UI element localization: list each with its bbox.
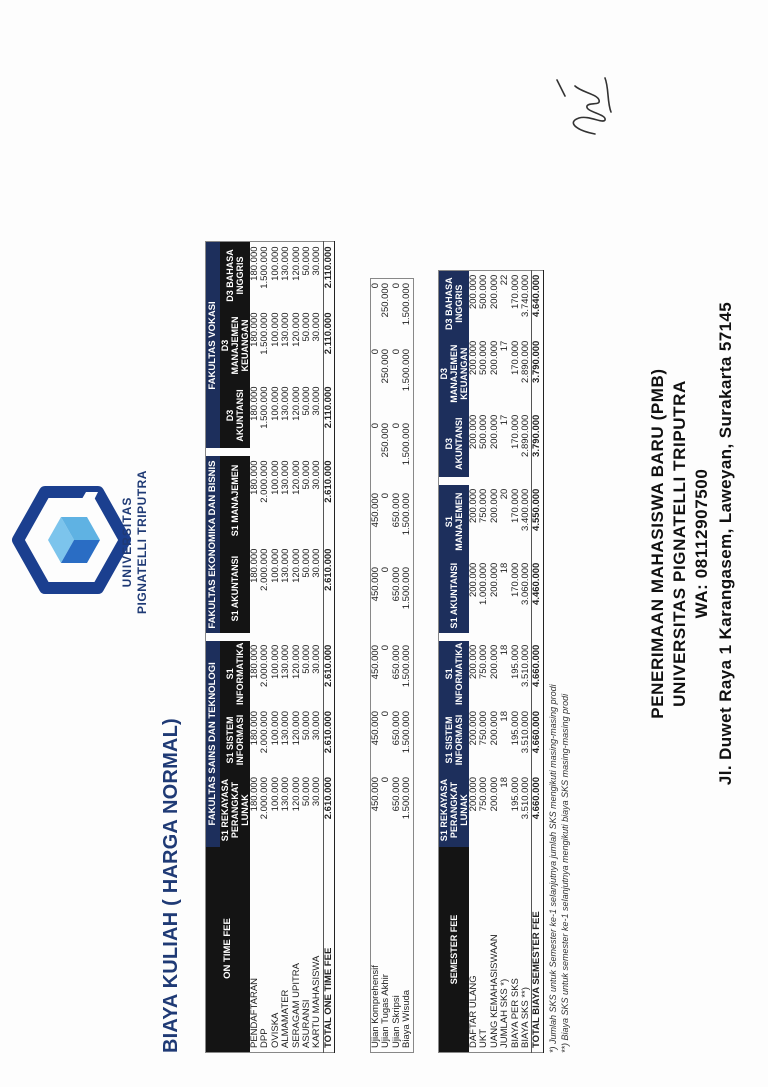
cell-value: 22 xyxy=(499,274,511,286)
program-header: S1 REKAYASA PERANGKAT LUNAK xyxy=(220,773,250,847)
cell-value: 2.110.000 xyxy=(323,242,334,309)
table-row xyxy=(371,279,382,1053)
cell-value: 200.000 xyxy=(488,414,500,450)
cell-value: 1.500.000 xyxy=(401,711,413,754)
cell-value: 30.000 xyxy=(311,460,323,490)
cell-value: 130.000 xyxy=(280,460,292,495)
row-label: UANG KEMAHASISWAAN xyxy=(488,934,500,1048)
cell-value: 2.000.000 xyxy=(259,460,271,503)
cell-value: 4.550.000 xyxy=(532,485,543,559)
cell-value: 4.660.000 xyxy=(532,707,543,773)
row-label: DPP xyxy=(259,1028,271,1048)
cell-value: 200.000 xyxy=(488,488,500,524)
cell-value: 1.500.000 xyxy=(259,246,271,289)
semester-fee-rows xyxy=(469,270,543,1052)
logo-name-line1: UNIVERSITAS xyxy=(120,496,134,588)
cell-value: 130.000 xyxy=(280,644,292,680)
program-header: D3 BAHASA INGGRIS xyxy=(220,242,250,309)
row-label: Ujian Tugas Akhir xyxy=(380,974,392,1048)
table-row xyxy=(521,270,532,1052)
cell-value: 195.000 xyxy=(509,777,521,812)
cell-value: 500.000 xyxy=(478,414,490,450)
cell-value: 650.000 xyxy=(390,493,402,528)
cell-value: 120.000 xyxy=(290,246,302,281)
cell-value: 50.000 xyxy=(301,246,313,276)
cell-value: 17 xyxy=(499,340,511,352)
cell-value: 1.500.000 xyxy=(401,567,413,610)
cell-value: 120.000 xyxy=(290,711,302,746)
semester-fee-header: SEMESTER FEE xyxy=(439,847,470,1053)
program-header: S1 SISTEM INFORMASI xyxy=(439,707,470,773)
faculty-sains-header: FAKULTAS SAINS DAN TEKNOLOGI xyxy=(206,641,221,847)
cell-value: 200.000 xyxy=(488,711,500,746)
cell-value: 30.000 xyxy=(311,548,323,578)
cell-value: 3.510.000 xyxy=(520,711,532,754)
cell-value: 3.790.000 xyxy=(532,411,543,477)
cell-value: 50.000 xyxy=(301,777,313,807)
cell-value: 100.000 xyxy=(269,246,281,281)
cell-value: 0 xyxy=(370,349,381,355)
cell-value: 1.500.000 xyxy=(401,645,413,688)
cell-value: 4.660.000 xyxy=(532,773,543,847)
cell-value: 650.000 xyxy=(390,711,402,746)
row-label: PENDAFTARAN xyxy=(249,977,260,1048)
cell-value: 450.000 xyxy=(370,567,381,602)
cell-value: 1.500.000 xyxy=(401,493,413,536)
row-label: ALMAMATER xyxy=(280,989,292,1048)
cell-value: 0 xyxy=(380,711,392,717)
cell-value: 18 xyxy=(499,644,511,656)
cell-value: 3.790.000 xyxy=(532,337,543,411)
cell-value: 18 xyxy=(499,711,511,722)
cell-value: 130.000 xyxy=(280,246,292,281)
cell-value: 250.000 xyxy=(380,349,392,384)
cell-value: 18 xyxy=(499,777,511,788)
cell-value: 180.000 xyxy=(249,312,260,347)
cell-value: 200.000 xyxy=(488,562,500,598)
cell-value: 50.000 xyxy=(301,386,313,416)
cell-value: 200.000 xyxy=(468,562,479,598)
page-title: BIAYA KULIAH ( HARGA NORMAL) xyxy=(160,718,182,1053)
cell-value: 500.000 xyxy=(478,340,490,376)
faculty-vokasi-header: FAKULTAS VOKASI xyxy=(206,242,221,449)
cell-value: 180.000 xyxy=(249,246,260,281)
row-label: TOTAL ONE TIME FEE xyxy=(323,847,334,1053)
cell-value: 1.500.000 xyxy=(401,777,413,820)
cell-value: 120.000 xyxy=(290,386,302,421)
cell-value: 3.060.000 xyxy=(520,562,532,605)
cell-value: 50.000 xyxy=(301,548,313,578)
cell-value: 50.000 xyxy=(301,644,313,674)
cell-value: 250.000 xyxy=(380,423,392,458)
cell-value: 3.400.000 xyxy=(520,488,532,531)
cell-value: 0 xyxy=(390,423,402,429)
cell-value: 130.000 xyxy=(280,386,292,421)
cell-value: 17 xyxy=(499,414,511,426)
cell-value: 100.000 xyxy=(269,460,281,495)
cell-value: 2.610.000 xyxy=(323,641,334,707)
cell-value: 195.000 xyxy=(509,711,521,746)
cell-value: 0 xyxy=(390,283,402,289)
footnote-sks-cost: **) Biaya SKS untuk semester ke-1 selanjutnya mengikuti biaya SKS masing-masing prodi xyxy=(560,693,570,1053)
cell-value: 200.000 xyxy=(488,274,500,310)
cell-value: 200.000 xyxy=(468,414,479,450)
cell-value: 200.000 xyxy=(468,777,479,812)
pmb-title: PENERIMAAN MAHASISWA BARU (PMB) xyxy=(648,368,667,719)
cell-value: 180.000 xyxy=(249,777,260,812)
cell-value: 0 xyxy=(370,283,381,289)
program-header: S1 MANAJEMEN xyxy=(439,485,470,559)
row-label: UKT xyxy=(478,1029,490,1048)
cell-value: 250.000 xyxy=(380,283,392,318)
cell-value: 750.000 xyxy=(478,711,490,746)
table-row xyxy=(490,270,500,1052)
cell-value: 750.000 xyxy=(478,644,490,680)
cell-value: 200.000 xyxy=(488,777,500,812)
cell-value: 3.510.000 xyxy=(520,777,532,820)
row-label: KARTU MAHASISWA xyxy=(311,955,323,1048)
footnote-sks-count: *) Jumlah SKS untuk Semester ke-1 selanjutnya jumlah SKS mengikuti masing-masing prodi xyxy=(548,684,558,1053)
cell-value: 170.000 xyxy=(509,274,521,310)
cell-value: 30.000 xyxy=(311,386,323,416)
cell-value: 450.000 xyxy=(370,711,381,746)
cell-value: 170.000 xyxy=(509,340,521,376)
one-time-fee-rows xyxy=(250,242,335,1053)
cell-value: 180.000 xyxy=(249,548,260,583)
cell-value: 1.500.000 xyxy=(401,283,413,326)
one-time-fee-table xyxy=(205,241,335,1053)
cell-value: 200.000 xyxy=(468,274,479,310)
cell-value: 30.000 xyxy=(311,711,323,741)
cell-value: 30.000 xyxy=(311,246,323,276)
whatsapp-number: WA: 08112907500 xyxy=(692,468,711,619)
program-header: S1 INFORMATIKA xyxy=(439,641,470,707)
cell-value: 0 xyxy=(380,777,392,783)
program-header: S1 AKUNTANSI xyxy=(439,559,470,633)
row-label: TOTAL BIAYA SEMESTER FEE xyxy=(532,847,543,1053)
program-header: D3 BAHASA INGGRIS xyxy=(439,270,470,337)
cell-value: 2.000.000 xyxy=(259,777,271,820)
row-label: Biaya Wisuda xyxy=(401,989,413,1048)
program-header: S1 SISTEM INFORMASI xyxy=(220,707,250,773)
university-name: UNIVERSITAS PIGNATELLI TRIPUTRA xyxy=(670,380,689,707)
cell-value: 120.000 xyxy=(290,460,302,495)
cell-value: 2.110.000 xyxy=(323,382,334,448)
total-row xyxy=(532,270,543,1052)
cell-value: 3.740.000 xyxy=(520,274,532,317)
cell-value: 0 xyxy=(380,567,392,573)
cell-value: 0 xyxy=(380,493,392,499)
cell-value: 30.000 xyxy=(311,777,323,807)
cell-value: 130.000 xyxy=(280,548,292,583)
cell-value: 650.000 xyxy=(390,777,402,812)
cell-value: 450.000 xyxy=(370,645,381,680)
cell-value: 3.510.000 xyxy=(520,644,532,687)
cell-value: 2.110.000 xyxy=(323,308,334,382)
cell-value: 200.000 xyxy=(488,340,500,376)
cell-value: 2.890.000 xyxy=(520,340,532,383)
cell-value: 18 xyxy=(499,562,511,574)
exam-fee-rows xyxy=(371,279,414,1053)
program-header: S1 MANAJEMEN xyxy=(220,456,250,544)
cell-value: 100.000 xyxy=(269,711,281,746)
cell-value: 170.000 xyxy=(509,562,521,598)
program-header: D3 AKUNTANSI xyxy=(220,382,250,448)
program-header: D3 AKUNTANSI xyxy=(439,411,470,477)
cell-value: 200.000 xyxy=(468,488,479,524)
cell-value: 0 xyxy=(390,349,402,355)
cell-value: 500.000 xyxy=(478,274,490,310)
table-row xyxy=(312,242,323,1053)
row-label: Ujian Komprehensif xyxy=(370,965,381,1048)
cell-value: 180.000 xyxy=(249,386,260,421)
cell-value: 130.000 xyxy=(280,777,292,812)
cell-value: 180.000 xyxy=(249,644,260,680)
cell-value: 4.460.000 xyxy=(532,559,543,633)
cell-value: 4.660.000 xyxy=(532,641,543,707)
cell-value: 2.890.000 xyxy=(520,414,532,457)
cell-value: 200.000 xyxy=(468,711,479,746)
cell-value: 100.000 xyxy=(269,644,281,680)
cell-value: 650.000 xyxy=(390,645,402,680)
row-label: JUMLAH SKS *) xyxy=(499,978,511,1048)
cell-value: 120.000 xyxy=(290,312,302,347)
cell-value: 20 xyxy=(499,488,511,500)
cell-value: 650.000 xyxy=(390,567,402,602)
cell-value: 750.000 xyxy=(478,777,490,812)
semester-fee-table xyxy=(438,270,544,1053)
one-time-fee-header: ON TIME FEE xyxy=(206,847,251,1053)
program-header: D3 MANAJEMEN KEUANGAN xyxy=(439,337,470,411)
cell-value: 50.000 xyxy=(301,460,313,490)
cell-value: 195.000 xyxy=(509,644,521,680)
cell-value: 0 xyxy=(380,645,392,651)
cell-value: 180.000 xyxy=(249,460,260,495)
cell-value: 200.000 xyxy=(488,644,500,680)
cell-value: 100.000 xyxy=(269,312,281,347)
row-label: OVISKA xyxy=(269,1012,281,1048)
row-label: Ujian Skripsi xyxy=(390,995,402,1048)
cell-value: 180.000 xyxy=(249,711,260,746)
cell-value: 170.000 xyxy=(509,414,521,450)
cell-value: 750.000 xyxy=(478,488,490,524)
signature-icon xyxy=(545,72,620,142)
row-label: ASURANSI xyxy=(301,999,313,1048)
cell-value: 200.000 xyxy=(468,644,479,680)
cell-value: 1.500.000 xyxy=(259,312,271,355)
cell-value: 1.500.000 xyxy=(401,423,413,466)
cell-value: 130.000 xyxy=(280,312,292,347)
cell-value: 2.000.000 xyxy=(259,548,271,591)
cell-value: 170.000 xyxy=(509,488,521,524)
row-label: SERAGAM UPITRA xyxy=(290,963,302,1048)
cell-value: 120.000 xyxy=(290,548,302,583)
cell-value: 1.500.000 xyxy=(401,349,413,392)
table-row xyxy=(402,279,413,1053)
cell-value: 120.000 xyxy=(290,644,302,680)
row-label: DAFTAR ULANG xyxy=(468,975,479,1048)
cell-value: 2.610.000 xyxy=(323,773,334,847)
row-label: BIAYA PER SKS xyxy=(509,978,521,1048)
cell-value: 2.610.000 xyxy=(323,707,334,773)
program-header: S1 INFORMATIKA xyxy=(220,641,250,707)
cell-value: 2.610.000 xyxy=(323,456,334,544)
cell-value: 2.610.000 xyxy=(323,545,334,633)
cell-value: 50.000 xyxy=(301,312,313,342)
cell-value: 30.000 xyxy=(311,644,323,674)
program-header: D3 MANAJEMEN KEUANGAN xyxy=(220,308,250,382)
address: Jl. Duwet Raya 1 Karangasem, Laweyan, Surakarta 57145 xyxy=(716,301,735,786)
exam-fee-table xyxy=(370,278,414,1053)
row-label: BIAYA SKS **) xyxy=(520,987,532,1048)
cell-value: 1.000.000 xyxy=(478,562,490,605)
total-row xyxy=(323,242,334,1053)
cell-value: 200.000 xyxy=(468,340,479,376)
cell-value: 100.000 xyxy=(269,777,281,812)
cell-value: 30.000 xyxy=(311,312,323,342)
cell-value: 450.000 xyxy=(370,493,381,528)
program-header: S1 AKUNTANSI xyxy=(220,545,250,633)
program-header: S1 REKAYASA PERANGKAT LUNAK xyxy=(439,773,470,847)
cell-value: 50.000 xyxy=(301,711,313,741)
cell-value: 120.000 xyxy=(290,777,302,812)
faculty-ekonomi-header: FAKULTAS EKONOMIKA DAN BISNIS xyxy=(206,456,221,632)
cell-value: 1.500.000 xyxy=(259,386,271,429)
cell-value: 130.000 xyxy=(280,711,292,746)
cell-value: 2.000.000 xyxy=(259,644,271,687)
cell-value: 0 xyxy=(370,423,381,429)
cell-value: 2.000.000 xyxy=(259,711,271,754)
cell-value: 100.000 xyxy=(269,386,281,421)
logo-name-line2: PIGNATELLI TRIPUTRA xyxy=(135,470,149,614)
cell-value: 450.000 xyxy=(370,777,381,812)
cell-value: 4.640.000 xyxy=(532,270,543,337)
cell-value: 100.000 xyxy=(269,548,281,583)
